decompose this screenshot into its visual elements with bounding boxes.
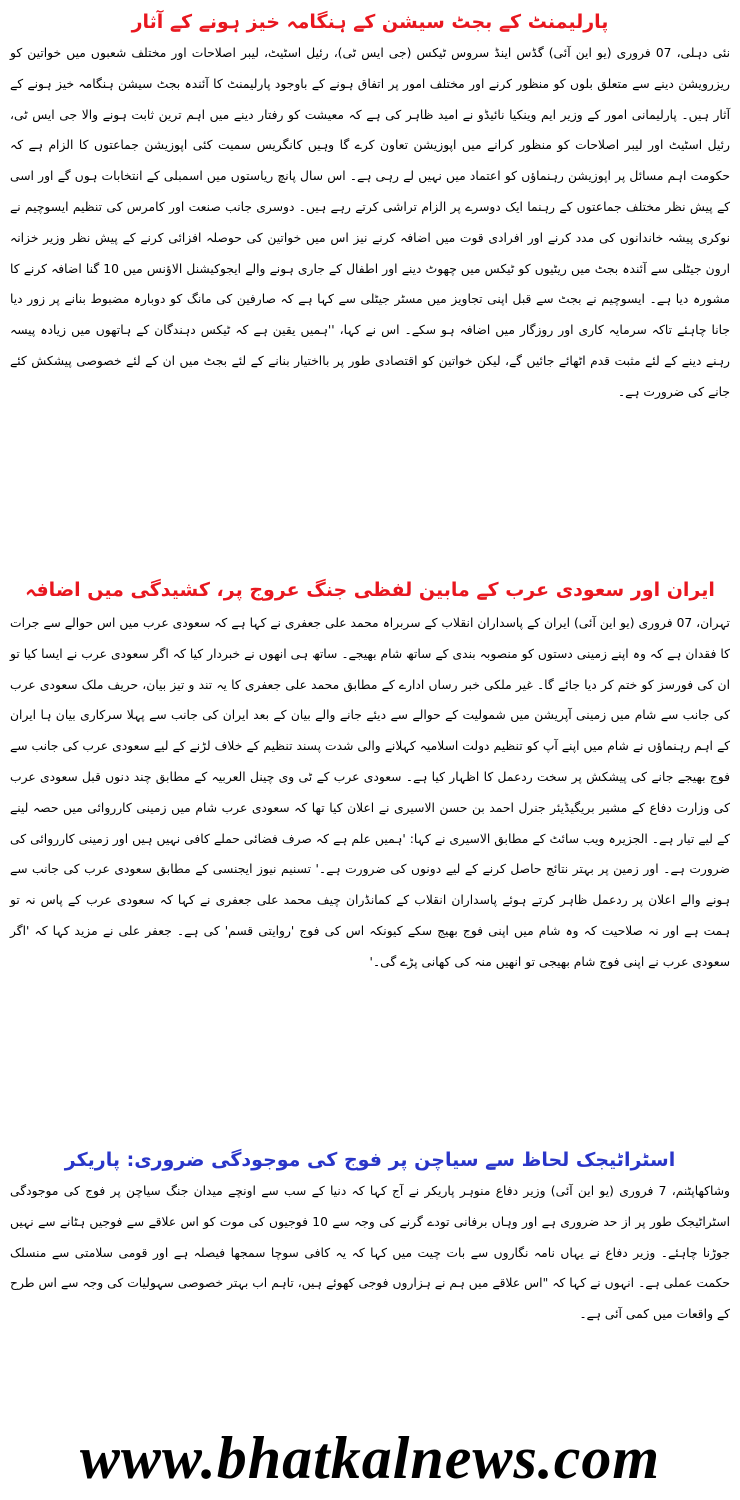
article-siachen (10, 1140, 730, 1346)
site-watermark: www.bhatkalnews.com (79, 1425, 661, 1491)
article-body: وشاکھاپٹنم، 7 فروری (یو این آئی) وزیر دفاع منوہر پاریکر نے آج کہا کہ دنیا کے سب سے اونچے میدان جنگ سیاچن پر فوج کی موجودگی اسٹراٹیجک طور پر از حد ضروری ہے اور وہاں برفانی تودے گرنے کی وجہ سے 10 فوجیوں کی موت کو اس علاقے سے فوجیں ہٹانے سے نہیں جوڑنا چاہئے۔ وزیر دفاع نے یہاں نامہ نگاروں سے بات چیت میں کہا کہ یہ کافی سوچا سمجھا فیصلہ ہے اور قومی سلامتی سے منسلک حکمت عملی ہے۔ انہوں نے کہا کہ "اس علاقے میں ہم نے ہزاروں فوجی کھوئے ہیں، تاہم اب بہتر خصوصی سہولیات کی وجہ سے اس طرح کے واقعات میں کمی آئی ہے۔ (10, 1184, 730, 1322)
article-body: تہران، 07 فروری (یو این آئی) ایران کے پاسداران انقلاب کے سربراہ محمد علی جعفری نے کہا ہے کہ سعودی عرب میں اس حوالے سے جرات کا فقدان ہے کہ وہ اپنے زمینی دستوں کو منصوبہ بندی کے ساتھ شام بھیجے۔ ساتھ ہی انھوں نے خبردار کیا کہ اگر سعودی عرب نے ایسا کیا تو ان کی فورسز کو ختم کر دیا جائے گا۔ غیر ملکی خبر رساں ادارے کے مطابق محمد علی جعفری کا یہ تند و تیز بیان، حریف ملک سعودی عرب کی جانب سے شام میں زمینی آپریشن میں شمولیت کے حوالے سے دیئے جانے والے بیان کے بعد ایران کی جانب سے پہلا سرکاری بیان ہا ایران کے اہم رہنماؤں نے شام میں اپنے آپ کو تنظیم دولت اسلامیہ کہلانے والی شدت پسند تنظیم کے خلاف لڑنے کے لیے سعودی عرب کی جانب سے فوج بھیجے جانے کی پیشکش پر سخت ردعمل کا اظہار کیا ہے۔ سعودی عرب کے ٹی وی چینل العربیہ کے مطابق چند دنوں قبل سعودی عرب کی وزارت دفاع کے مشیر بریگیڈیئر جنرل احمد بن حسن الاسیری نے اعلان کیا تھا کہ سعودی عرب شام میں زمینی کارروائی میں حصہ لینے کے لیے تیار ہے۔ الجزیرہ ویب سائٹ کے مطابق الاسیری نے کہا: 'ہمیں علم ہے کہ صرف فضائی حملے کافی نہیں ہیں اور زمینی کارروائی کی ضرورت ہے۔ اور زمین پر بہتر نتائج حاصل کرنے کے لیے دونوں کی ضرورت ہے۔' تسنیم نیوز ایجنسی کے مطابق سعودی عرب کی جانب سے ہونے والے اعلان پر ردعمل ظاہر کرتے ہوئے پاسداران انقلاب کے کمانڈران چیف محمد علی جعفری نے کہا کہ سعودی عرب کے پاس نہ تو ہمت ہے اور نہ صلاحیت کہ وہ شام میں اپنی فوج بھیج سکے کیونکہ اس کی فوج 'روایتی قسم' کی ہے۔ جعفر علی نے مزید کہا کہ 'اگر سعودی عرب نے اپنی فوج شام بھیجی تو انھیں منہ کی کھانی پڑے گی۔' (10, 616, 730, 969)
article-headline: پارلیمنٹ کے بجٹ سیشن کے ہنگامہ خیز ہونے کے آثار (131, 11, 609, 33)
article-headline: اسٹراٹیجک لحاظ سے سیاچن پر فوج کی موجودگی ضروری: پاریکر (64, 1149, 676, 1171)
article-iran-saudi (10, 570, 730, 1140)
article-body: نئی دہلی، 07 فروری (یو این آئی) گڈس اینڈ سروس ٹیکس (جی ایس ٹی)، رئیل اسٹیٹ، لیبر اصلاحات اور مختلف شعبوں میں خواتین کو ریزرویشن دینے سے متعلق بلوں کو منظور کرنے اور مختلف امور پر اتفاق ہونے کے باوجود پارلیمنٹ کا آئندہ بجٹ سیشن ہنگامہ خیز ہونے کے آثار ہیں۔ پارلیمانی امور کے وزیر ایم وینکیا نائیڈو نے امید ظاہر کی ہے کہ معیشت کو رفتار دینے میں اہم ترین ثابت ہونے والا جی ایس ٹی، رئیل اسٹیٹ اور لیبر اصلاحات کو منظور کرانے میں اپوزیشن تعاون کرے گا وہیں کانگریس سمیت کئی اپوزیشن جماعتوں کا الزام ہے کہ حکومت اہم مسائل پر اپوزیشن رہنماؤں کو اعتماد میں نہیں لے رہی ہے۔ اس سال پانچ ریاستوں میں اسمبلی کے انتخابات ہوں گے اور اسی کے پیش نظر مختلف جماعتوں کے رہنما ایک دوسرے پر الزام تراشی کرتے رہے ہیں۔ دوسری جانب صنعت اور کامرس کی تنظیم ایسوچیم نے نوکری پیشہ خاندانوں کی مدد کرنے اور افرادی قوت میں اضافہ کرنے نیز اس میں خواتین کی حوصلہ افزائی کرنے کے پیش نظر وزیر خزانہ ارون جیٹلی سے آئندہ بجٹ میں ریٹیوں کو ٹیکس میں چھوٹ دینے اور اطفال کے جاری ہونے والے ایجوکیشنل الاؤنس میں 10 گنا اضافہ کرنے کا مشورہ دیا ہے۔ ایسوچیم نے بجٹ سے قبل اپنی تجاویز میں مسٹر جیٹلی سے کہا ہے کہ صارفین کی مانگ کو دوبارہ مضبوط بنانے پر زور دیا جانا چاہئے تاکہ سرمایہ کاری اور روزگار میں اضافہ ہو سکے۔ اس نے کہا، ''ہمیں یقین ہے کہ ٹیکس دہندگان کے ہاتھوں میں زیادہ پیسہ رہنے دینے کے لئے مثبت قدم اٹھائے جائیں گے، لیکن خواتین کو اقتصادی طور پر بااختیار بنانے کے لئے بجٹ میں ان کے لئے خصوصی پیشکش کئے جانے کی ضرورت ہے۔ (10, 46, 730, 399)
article-budget-session (10, 0, 730, 570)
article-headline: ایران اور سعودی عرب کے مابین لفظی جنگ عروج پر، کشیدگی میں اضافہ (25, 579, 715, 601)
